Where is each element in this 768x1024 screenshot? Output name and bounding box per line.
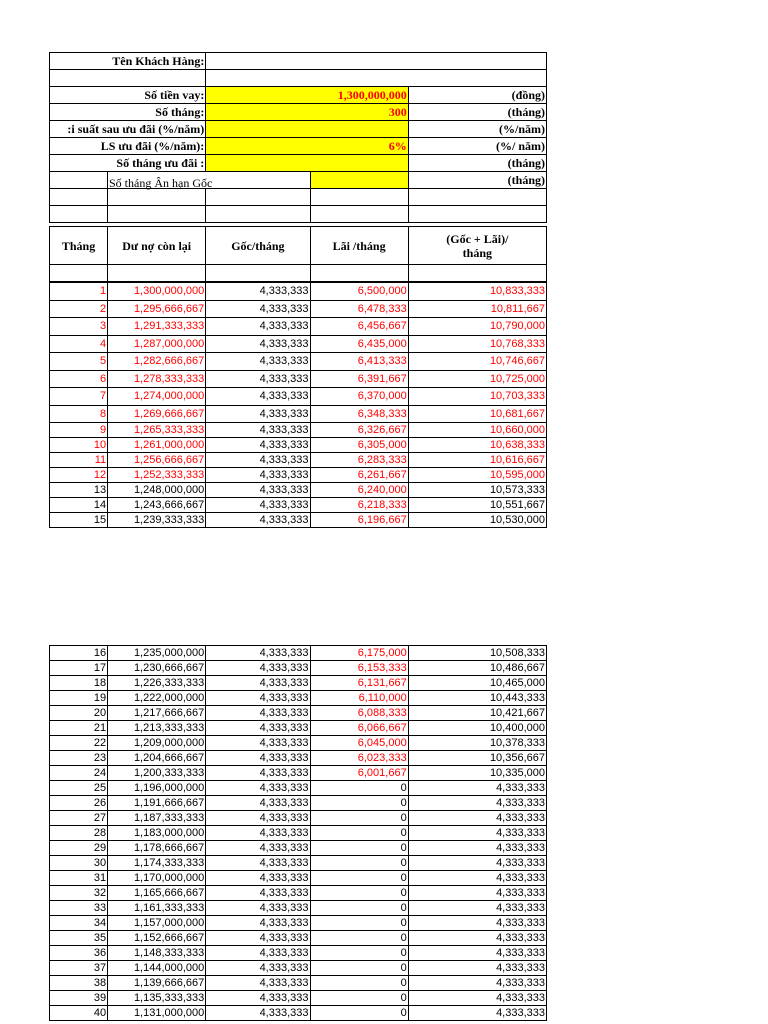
month-cell[interactable]: 13 <box>50 483 108 498</box>
interest-cell[interactable]: 6,110,000 <box>310 691 408 706</box>
balance-cell[interactable]: 1,295,666,667 <box>108 300 206 318</box>
total-cell[interactable]: 4,333,333 <box>408 991 546 1006</box>
principal-cell[interactable]: 4,333,333 <box>206 300 310 318</box>
interest-cell[interactable]: 6,283,333 <box>310 453 408 468</box>
table-row <box>50 513 547 528</box>
table-row <box>50 646 547 661</box>
principal-cell[interactable]: 4,333,333 <box>206 353 310 371</box>
table-row <box>50 423 547 438</box>
principal-cell[interactable]: 4,333,333 <box>206 661 310 676</box>
total-cell[interactable]: 4,333,333 <box>408 856 546 871</box>
months-label: Số tháng: <box>50 104 206 121</box>
total-cell[interactable]: 10,486,667 <box>408 661 546 676</box>
spacer-cell <box>408 189 546 206</box>
balance-cell[interactable]: 1,300,000,000 <box>108 283 206 301</box>
interest-cell[interactable]: 0 <box>310 931 408 946</box>
balance-cell[interactable]: 1,152,666,667 <box>108 931 206 946</box>
total-cell[interactable]: 4,333,333 <box>408 781 546 796</box>
balance-cell[interactable]: 1,256,666,667 <box>108 453 206 468</box>
spacer-cell <box>310 206 408 223</box>
month-cell[interactable]: 21 <box>50 721 108 736</box>
interest-cell[interactable]: 0 <box>310 916 408 931</box>
interest-cell[interactable]: 6,391,667 <box>310 370 408 388</box>
month-cell[interactable]: 32 <box>50 886 108 901</box>
balance-cell[interactable]: 1,235,000,000 <box>108 646 206 661</box>
total-cell[interactable]: 4,333,333 <box>408 961 546 976</box>
principal-cell[interactable]: 4,333,333 <box>206 736 310 751</box>
month-cell[interactable]: 6 <box>50 370 108 388</box>
interest-cell[interactable]: 0 <box>310 871 408 886</box>
table-row <box>50 468 547 483</box>
interest-cell[interactable]: 6,435,000 <box>310 335 408 353</box>
spacer-cell <box>108 265 206 282</box>
balance-cell[interactable]: 1,265,333,333 <box>108 423 206 438</box>
balance-cell[interactable]: 1,230,666,667 <box>108 661 206 676</box>
total-cell[interactable]: 4,333,333 <box>408 931 546 946</box>
month-cell[interactable]: 25 <box>50 781 108 796</box>
table-row <box>50 766 547 781</box>
month-cell[interactable]: 35 <box>50 931 108 946</box>
table-row <box>50 781 547 796</box>
principal-cell[interactable]: 4,333,333 <box>206 676 310 691</box>
col-principal-header: Gốc/tháng <box>206 227 310 265</box>
month-cell[interactable]: 7 <box>50 388 108 406</box>
month-cell[interactable]: 1 <box>50 283 108 301</box>
grace-period-label <box>109 175 212 192</box>
balance-cell[interactable]: 1,144,000,000 <box>108 961 206 976</box>
principal-cell[interactable]: 4,333,333 <box>206 283 310 301</box>
total-cell[interactable]: 10,768,333 <box>408 335 546 353</box>
total-cell[interactable]: 10,790,000 <box>408 318 546 336</box>
month-cell[interactable]: 23 <box>50 751 108 766</box>
loan-info-table <box>49 52 547 223</box>
promo-months-label: Số tháng ưu đãi : <box>50 155 206 172</box>
month-cell[interactable]: 33 <box>50 901 108 916</box>
interest-cell[interactable]: 6,153,333 <box>310 661 408 676</box>
table-row <box>50 483 547 498</box>
total-cell[interactable]: 10,811,667 <box>408 300 546 318</box>
principal-cell[interactable]: 4,333,333 <box>206 781 310 796</box>
spacer-cell <box>206 189 310 206</box>
total-cell[interactable]: 4,333,333 <box>408 901 546 916</box>
table-row <box>50 841 547 856</box>
total-cell[interactable]: 4,333,333 <box>408 1006 546 1021</box>
spacer-cell <box>50 189 108 206</box>
principal-cell[interactable]: 4,333,333 <box>206 991 310 1006</box>
month-cell[interactable]: 34 <box>50 916 108 931</box>
interest-cell[interactable]: 0 <box>310 991 408 1006</box>
post-promo-rate-input[interactable] <box>206 121 408 138</box>
interest-cell[interactable]: 0 <box>310 781 408 796</box>
interest-cell[interactable]: 0 <box>310 1006 408 1021</box>
total-cell[interactable]: 10,551,667 <box>408 498 546 513</box>
balance-cell[interactable]: 1,131,000,000 <box>108 1006 206 1021</box>
empty-row <box>50 70 206 87</box>
interest-cell[interactable]: 0 <box>310 856 408 871</box>
table-row <box>50 856 547 871</box>
interest-cell[interactable]: 6,478,333 <box>310 300 408 318</box>
total-cell[interactable]: 10,465,000 <box>408 676 546 691</box>
grace-period-label-text: Số tháng Ân hạn Gốc <box>109 176 213 190</box>
total-cell[interactable]: 4,333,333 <box>408 826 546 841</box>
principal-cell[interactable]: 4,333,333 <box>206 438 310 453</box>
month-cell[interactable]: 11 <box>50 453 108 468</box>
principal-cell[interactable]: 4,333,333 <box>206 961 310 976</box>
customer-name-label: Tên Khách Hàng: <box>50 53 206 70</box>
balance-cell[interactable]: 1,243,666,667 <box>108 498 206 513</box>
principal-cell[interactable]: 4,333,333 <box>206 1006 310 1021</box>
month-cell[interactable]: 17 <box>50 661 108 676</box>
month-cell[interactable]: 20 <box>50 706 108 721</box>
interest-cell[interactable]: 0 <box>310 811 408 826</box>
month-cell[interactable]: 18 <box>50 676 108 691</box>
interest-cell[interactable]: 6,370,000 <box>310 388 408 406</box>
balance-cell[interactable]: 1,204,666,667 <box>108 751 206 766</box>
interest-cell[interactable]: 6,001,667 <box>310 766 408 781</box>
table-row <box>50 335 547 353</box>
balance-cell[interactable]: 1,252,333,333 <box>108 468 206 483</box>
spacer-cell <box>108 206 206 223</box>
interest-cell[interactable]: 0 <box>310 961 408 976</box>
interest-cell[interactable]: 6,131,667 <box>310 676 408 691</box>
balance-cell[interactable]: 1,278,333,333 <box>108 370 206 388</box>
post-promo-rate-label: i suất sau ưu đãi (%/năm): <box>50 121 206 138</box>
total-cell[interactable]: 4,333,333 <box>408 946 546 961</box>
balance-cell[interactable]: 1,226,333,333 <box>108 676 206 691</box>
interest-cell[interactable]: 0 <box>310 796 408 811</box>
table-row <box>50 318 547 336</box>
interest-cell[interactable]: 0 <box>310 946 408 961</box>
month-cell[interactable]: 5 <box>50 353 108 371</box>
principal-cell[interactable]: 4,333,333 <box>206 318 310 336</box>
total-cell[interactable]: 10,421,667 <box>408 706 546 721</box>
table-row <box>50 736 547 751</box>
month-cell[interactable]: 14 <box>50 498 108 513</box>
month-cell[interactable]: 19 <box>50 691 108 706</box>
principal-cell[interactable]: 4,333,333 <box>206 691 310 706</box>
interest-cell[interactable]: 6,175,000 <box>310 646 408 661</box>
total-cell[interactable]: 4,333,333 <box>408 811 546 826</box>
table-row <box>50 931 547 946</box>
month-cell[interactable]: 39 <box>50 991 108 1006</box>
post-promo-rate-unit: (%/năm) <box>408 121 546 138</box>
balance-cell[interactable]: 1,161,333,333 <box>108 901 206 916</box>
principal-cell[interactable]: 4,333,333 <box>206 871 310 886</box>
spacer-cell <box>50 206 108 223</box>
month-cell[interactable]: 22 <box>50 736 108 751</box>
interest-cell[interactable]: 6,348,333 <box>310 405 408 423</box>
principal-cell[interactable]: 4,333,333 <box>206 856 310 871</box>
total-cell[interactable]: 4,333,333 <box>408 871 546 886</box>
col-month-header: Tháng <box>50 227 108 265</box>
principal-cell[interactable]: 4,333,333 <box>206 335 310 353</box>
interest-cell[interactable]: 6,045,000 <box>310 736 408 751</box>
interest-cell[interactable]: 0 <box>310 826 408 841</box>
month-cell[interactable]: 10 <box>50 438 108 453</box>
table-row <box>50 916 547 931</box>
total-cell[interactable]: 10,681,667 <box>408 405 546 423</box>
col-interest-header: Lãi /tháng <box>310 227 408 265</box>
balance-cell[interactable]: 1,157,000,000 <box>108 916 206 931</box>
grace-period-input[interactable] <box>310 172 408 189</box>
balance-cell[interactable]: 1,239,333,333 <box>108 513 206 528</box>
month-cell[interactable]: 36 <box>50 946 108 961</box>
balance-cell[interactable]: 1,269,666,667 <box>108 405 206 423</box>
principal-cell[interactable]: 4,333,333 <box>206 721 310 736</box>
table-row <box>50 946 547 961</box>
month-cell[interactable]: 28 <box>50 826 108 841</box>
principal-cell[interactable]: 4,333,333 <box>206 468 310 483</box>
principal-cell[interactable]: 4,333,333 <box>206 751 310 766</box>
balance-cell[interactable]: 1,261,000,000 <box>108 438 206 453</box>
schedule-header <box>49 226 547 282</box>
interest-cell[interactable]: 6,326,667 <box>310 423 408 438</box>
month-cell[interactable]: 9 <box>50 423 108 438</box>
balance-cell[interactable]: 1,170,000,000 <box>108 871 206 886</box>
month-cell[interactable]: 38 <box>50 976 108 991</box>
spacer-cell <box>408 206 546 223</box>
principal-cell[interactable]: 4,333,333 <box>206 931 310 946</box>
col-balance-header: Dư nợ còn lại <box>108 227 206 265</box>
total-cell[interactable]: 10,378,333 <box>408 736 546 751</box>
balance-cell[interactable]: 1,178,666,667 <box>108 841 206 856</box>
table-row <box>50 811 547 826</box>
spacer-cell <box>310 189 408 206</box>
balance-cell[interactable]: 1,135,333,333 <box>108 991 206 1006</box>
balance-cell[interactable]: 1,148,333,333 <box>108 946 206 961</box>
promo-months-input[interactable] <box>206 155 408 172</box>
principal-cell[interactable]: 4,333,333 <box>206 766 310 781</box>
table-row <box>50 661 547 676</box>
table-row <box>50 498 547 513</box>
table-row <box>50 991 547 1006</box>
total-cell[interactable]: 4,333,333 <box>408 916 546 931</box>
table-row <box>50 796 547 811</box>
principal-cell[interactable]: 4,333,333 <box>206 886 310 901</box>
balance-cell[interactable]: 1,196,000,000 <box>108 781 206 796</box>
promo-rate-unit: (%/ năm) <box>408 138 546 155</box>
total-cell[interactable]: 10,356,667 <box>408 751 546 766</box>
table-row <box>50 886 547 901</box>
principal-cell[interactable]: 4,333,333 <box>206 370 310 388</box>
spacer-cell <box>310 265 408 282</box>
total-cell[interactable]: 4,333,333 <box>408 796 546 811</box>
total-cell[interactable]: 10,616,667 <box>408 453 546 468</box>
loan-amount-label: Số tiền vay: <box>50 87 206 104</box>
month-cell[interactable]: 31 <box>50 871 108 886</box>
spacer-cell <box>206 206 310 223</box>
principal-cell[interactable]: 4,333,333 <box>206 901 310 916</box>
balance-cell[interactable]: 1,291,333,333 <box>108 318 206 336</box>
table-row <box>50 370 547 388</box>
total-cell[interactable]: 10,703,333 <box>408 388 546 406</box>
total-cell[interactable]: 10,638,333 <box>408 438 546 453</box>
promo-rate-label: LS ưu đãi (%/năm): <box>50 138 206 155</box>
spacer-cell <box>50 172 108 189</box>
table-row <box>50 388 547 406</box>
month-cell[interactable]: 12 <box>50 468 108 483</box>
principal-cell[interactable]: 4,333,333 <box>206 388 310 406</box>
month-cell[interactable]: 3 <box>50 318 108 336</box>
total-cell[interactable]: 10,508,333 <box>408 646 546 661</box>
balance-cell[interactable]: 1,200,333,333 <box>108 766 206 781</box>
interest-cell[interactable]: 6,066,667 <box>310 721 408 736</box>
table-row <box>50 871 547 886</box>
balance-cell[interactable]: 1,213,333,333 <box>108 721 206 736</box>
month-cell[interactable]: 15 <box>50 513 108 528</box>
month-cell[interactable]: 8 <box>50 405 108 423</box>
empty-cell <box>206 70 547 87</box>
total-cell[interactable]: 10,833,333 <box>408 283 546 301</box>
table-row <box>50 1006 547 1021</box>
balance-cell[interactable]: 1,217,666,667 <box>108 706 206 721</box>
table-row <box>50 706 547 721</box>
total-cell[interactable]: 10,530,000 <box>408 513 546 528</box>
table-row <box>50 751 547 766</box>
interest-cell[interactable]: 0 <box>310 886 408 901</box>
principal-cell[interactable]: 4,333,333 <box>206 453 310 468</box>
principal-cell[interactable]: 4,333,333 <box>206 706 310 721</box>
month-cell[interactable]: 27 <box>50 811 108 826</box>
balance-cell[interactable]: 1,248,000,000 <box>108 483 206 498</box>
balance-cell[interactable]: 1,287,000,000 <box>108 335 206 353</box>
balance-cell[interactable]: 1,209,000,000 <box>108 736 206 751</box>
table-row <box>50 300 547 318</box>
balance-cell[interactable]: 1,139,666,667 <box>108 976 206 991</box>
month-cell[interactable]: 29 <box>50 841 108 856</box>
total-cell[interactable]: 4,333,333 <box>408 886 546 901</box>
balance-cell[interactable]: 1,191,666,667 <box>108 796 206 811</box>
month-cell[interactable]: 16 <box>50 646 108 661</box>
interest-cell[interactable]: 6,196,667 <box>310 513 408 528</box>
total-cell[interactable]: 10,443,333 <box>408 691 546 706</box>
table-row <box>50 691 547 706</box>
month-cell[interactable]: 4 <box>50 335 108 353</box>
table-row <box>50 353 547 371</box>
principal-cell[interactable]: 4,333,333 <box>206 423 310 438</box>
total-cell[interactable]: 10,595,000 <box>408 468 546 483</box>
month-cell[interactable]: 30 <box>50 856 108 871</box>
interest-cell[interactable]: 0 <box>310 976 408 991</box>
principal-cell[interactable]: 4,333,333 <box>206 826 310 841</box>
total-cell[interactable]: 10,746,667 <box>408 353 546 371</box>
loan-amount-input[interactable]: 1,300,000,000 <box>206 87 408 104</box>
total-cell[interactable]: 10,400,000 <box>408 721 546 736</box>
month-cell[interactable]: 26 <box>50 796 108 811</box>
month-cell[interactable]: 2 <box>50 300 108 318</box>
table-row <box>50 676 547 691</box>
interest-cell[interactable]: 6,240,000 <box>310 483 408 498</box>
customer-name-cell[interactable] <box>206 53 547 70</box>
months-unit: (tháng) <box>408 104 546 121</box>
month-cell[interactable]: 40 <box>50 1006 108 1021</box>
principal-cell[interactable]: 4,333,333 <box>206 976 310 991</box>
interest-cell[interactable]: 6,218,333 <box>310 498 408 513</box>
month-cell[interactable]: 24 <box>50 766 108 781</box>
promo-months-unit: (tháng) <box>408 155 546 172</box>
schedule-table-page-1 <box>49 282 547 528</box>
principal-cell[interactable]: 4,333,333 <box>206 811 310 826</box>
balance-cell[interactable]: 1,274,000,000 <box>108 388 206 406</box>
interest-cell[interactable]: 6,456,667 <box>310 318 408 336</box>
principal-cell[interactable]: 4,333,333 <box>206 646 310 661</box>
total-cell[interactable]: 10,573,333 <box>408 483 546 498</box>
interest-cell[interactable]: 0 <box>310 901 408 916</box>
balance-cell[interactable]: 1,222,000,000 <box>108 691 206 706</box>
principal-cell[interactable]: 4,333,333 <box>206 841 310 856</box>
total-cell[interactable]: 10,660,000 <box>408 423 546 438</box>
spacer-cell <box>206 265 310 282</box>
table-row <box>50 438 547 453</box>
principal-cell[interactable]: 4,333,333 <box>206 796 310 811</box>
balance-cell[interactable]: 1,183,000,000 <box>108 826 206 841</box>
total-cell[interactable]: 4,333,333 <box>408 976 546 991</box>
total-cell[interactable]: 10,335,000 <box>408 766 546 781</box>
total-cell[interactable]: 10,725,000 <box>408 370 546 388</box>
principal-cell[interactable]: 4,333,333 <box>206 946 310 961</box>
table-row <box>50 826 547 841</box>
principal-cell[interactable]: 4,333,333 <box>206 916 310 931</box>
interest-cell[interactable]: 6,261,667 <box>310 468 408 483</box>
col-total-header: (Gốc + Lãi)/ tháng <box>408 227 546 265</box>
table-row <box>50 721 547 736</box>
interest-cell[interactable]: 6,413,333 <box>310 353 408 371</box>
balance-cell[interactable]: 1,174,333,333 <box>108 856 206 871</box>
principal-cell[interactable]: 4,333,333 <box>206 483 310 498</box>
spacer-cell <box>50 265 108 282</box>
promo-rate-input[interactable]: 6% <box>206 138 408 155</box>
interest-cell[interactable]: 0 <box>310 841 408 856</box>
interest-cell[interactable]: 6,500,000 <box>310 283 408 301</box>
schedule-table-page-2 <box>49 645 547 1021</box>
interest-cell[interactable]: 6,023,333 <box>310 751 408 766</box>
grace-period-unit: (tháng) <box>408 172 546 189</box>
balance-cell[interactable]: 1,165,666,667 <box>108 886 206 901</box>
principal-cell[interactable]: 4,333,333 <box>206 513 310 528</box>
principal-cell[interactable]: 4,333,333 <box>206 498 310 513</box>
table-row <box>50 901 547 916</box>
total-cell[interactable]: 4,333,333 <box>408 841 546 856</box>
table-row <box>50 961 547 976</box>
table-row <box>50 283 547 301</box>
interest-cell[interactable]: 6,305,000 <box>310 438 408 453</box>
interest-cell[interactable]: 6,088,333 <box>310 706 408 721</box>
balance-cell[interactable]: 1,282,666,667 <box>108 353 206 371</box>
principal-cell[interactable]: 4,333,333 <box>206 405 310 423</box>
balance-cell[interactable]: 1,187,333,333 <box>108 811 206 826</box>
table-row <box>50 405 547 423</box>
table-row <box>50 976 547 991</box>
table-row <box>50 453 547 468</box>
months-input[interactable]: 300 <box>206 104 408 121</box>
month-cell[interactable]: 37 <box>50 961 108 976</box>
spacer-cell <box>408 265 546 282</box>
loan-amount-unit: (đồng) <box>408 87 546 104</box>
